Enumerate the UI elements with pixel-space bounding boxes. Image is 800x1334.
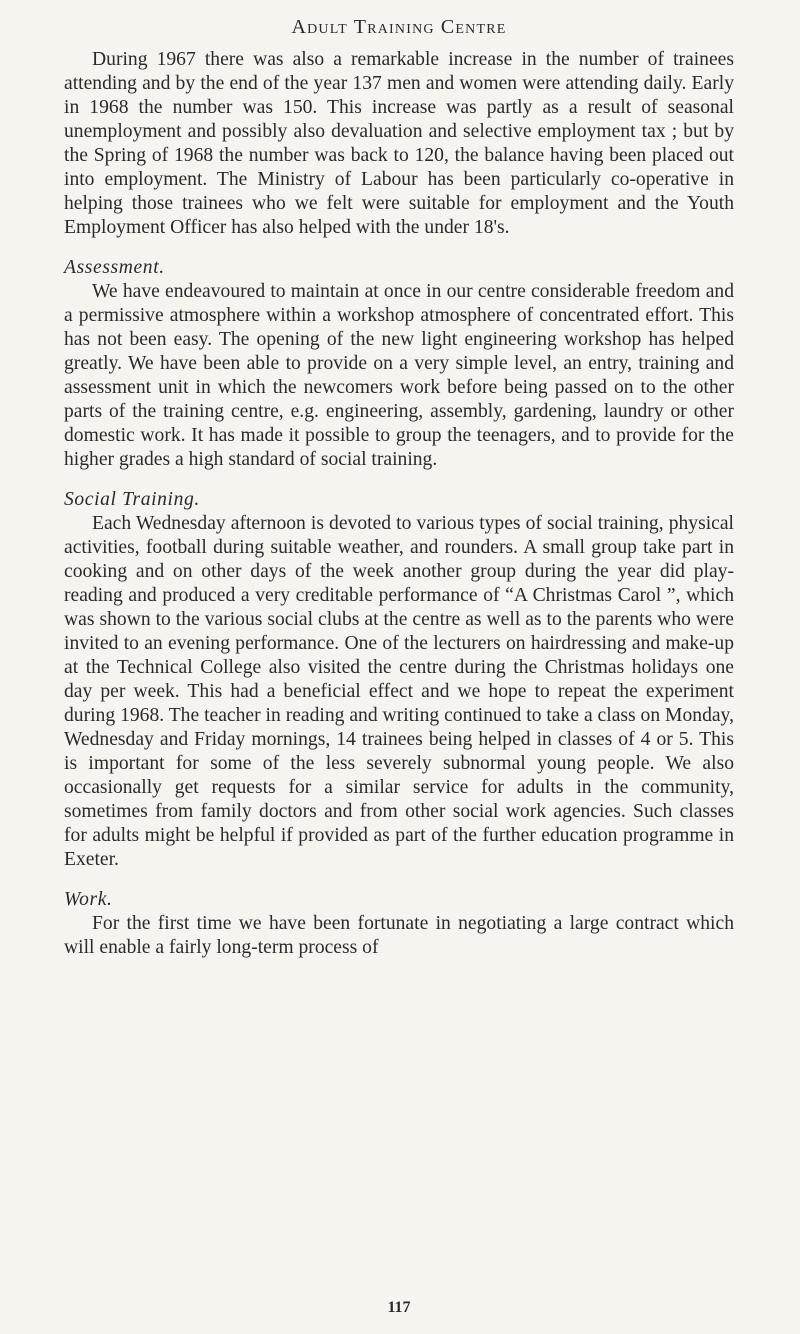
document-page	[64, 0, 734, 1334]
running-head: Adult Training Centre	[291, 16, 507, 38]
social-training-paragraph: Each Wednesday afternoon is devoted to various types of social training, physical activities, football during suitable weather, and rounders. A small group take part in cooking and on other days of the week another group during the year did play-reading and produced a very creditable performance of “A Christmas Carol ”, which was shown to the various social clubs at the centre as well as to the parents who were invited to an evening performance. One of the lecturers on hairdressing and make-up at the Technical College also visited the centre during the Christmas holidays one day per week. This had a beneficial effect and we hope to repeat the experiment during 1968. The teacher in reading and writing continued to take a class on Monday, Wednesday and Friday mornings, 14 trainees being helped in classes of 4 or 5. This is important for some of the less severely subnormal young people. We also occasionally get requests for a similar service for adults in the community, sometimes from family doctors and from other social work agencies. Such classes for adults might be helpful if provided as part of the further education programme in Exeter.	[64, 513, 734, 870]
intro-paragraph: During 1967 there was also a remarkable increase in the number of trainees attending and by the end of the year 137 men and women were attending daily. Early in 1968 the number was 150. This increase was partly as a result of seasonal unemployment and possibly also devaluation and selective employment tax ; but by the Spring of 1968 the number was back to 120, the balance having been placed out into employment. The Ministry of Labour has been particularly co-operative in helping those trainees who we felt were suitable for employment and the Youth Employment Officer has also helped with the under 18's.	[64, 49, 734, 238]
section-gap	[64, 240, 734, 256]
assessment-heading: Assessment.	[64, 257, 165, 278]
assessment-paragraph: We have endeavoured to maintain at once in our centre considerable freedom and a permissive atmosphere within a workshop atmosphere of concentrated effort. This has not been easy. The opening of the new light engineering workshop has helped greatly. We have been able to provide on a very simple level, an entry, training and assessment unit in which the newcomers work before being passed on to the other parts of the training centre, e.g. engineering, assembly, gardening, laundry or other domestic work. It has made it possible to group the teenagers, and to provide for the higher grades a high standard of social training.	[64, 281, 734, 470]
page-number: 117	[387, 1299, 411, 1316]
body-text	[64, 48, 734, 960]
section-gap	[64, 472, 734, 488]
work-paragraph: For the first time we have been fortunate in negotiating a large contract which will enable a fairly long-term process of	[64, 913, 734, 958]
social-training-heading: Social Training.	[64, 489, 200, 510]
section-gap	[64, 872, 734, 888]
work-heading: Work.	[64, 889, 113, 910]
